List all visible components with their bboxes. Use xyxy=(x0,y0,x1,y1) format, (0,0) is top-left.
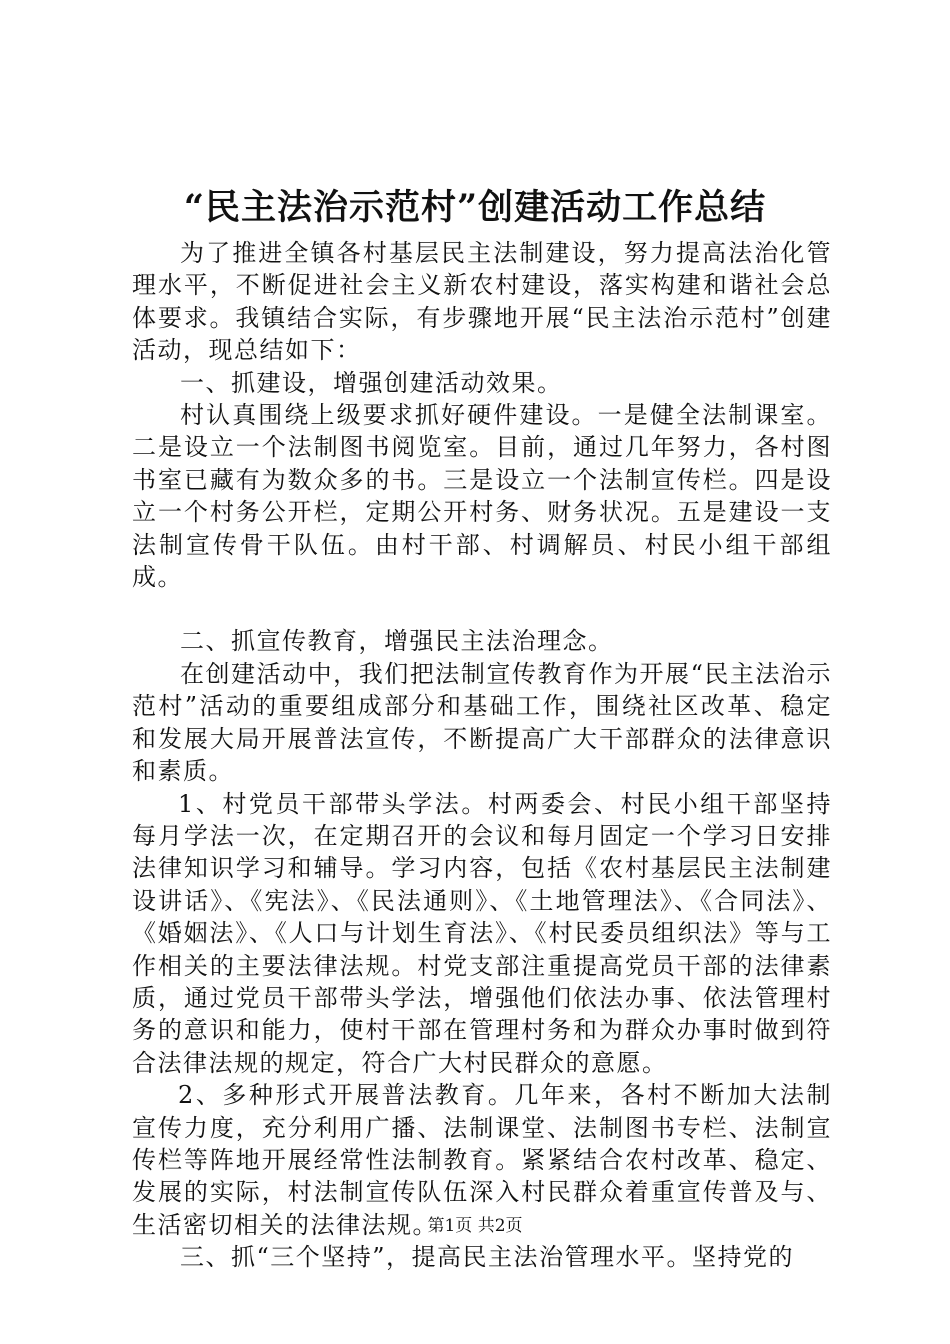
paragraph-intro: 为了推进全镇各村基层民主法制建设，努力提高法治化管理水平，不断促进社会主义新农村建设，落实构建和谐社会总体要求。我镇结合实际，有步骤地开展“民主法治示范村”创建活动，现总结如下： xyxy=(132,239,832,365)
paragraph-education: 在创建活动中，我们把法制宣传教育作为开展“民主法治示范村”活动的重要组成部分和基础工作，围绕社区改革、稳定和发展大局开展普法宣传，不断提高广大干部群众的法律意识和素质。 xyxy=(132,659,832,786)
section-heading-3: 三、抓“三个坚持”，提高民主法治管理水平。坚持党的 xyxy=(180,1243,795,1272)
paragraph-item-2: 2、多种形式开展普法教育。几年来，各村不断加大法制宣传力度，充分利用广播、法制课堂、法制图书专栏、法制宣传栏等阵地开展经常性法制教育。紧紧结合农村改革、稳定、发展的实际，村法制宣传队伍深入村民群众着重宣传普及与、生活密切相关的法律法规。 xyxy=(132,1081,832,1239)
document-title: “民主法治示范村”创建活动工作总结 xyxy=(183,187,767,228)
paragraph-item-1: 1、村党员干部带头学法。村两委会、村民小组干部坚持每月学法一次，在定期召开的会议和每月固定一个学习日安排法律知识学习和辅导。学习内容，包括《农村基层民主法制建设讲话》、《宪法》、《民法通则》、《土地管理法》、《合同法》、《婚姻法》、《人口与计划生育法》、《村民委员组织法》等与工作相关的主要法律法规。村党支部注重提高党员干部的法律素质，通过党员干部带头学法，增强他们依法办事、依法管理村务的意识和能力，使村干部在管理村务和为群众办事时做到符合法律法规的规定，符合广大村民群众的意愿。 xyxy=(132,789,832,1077)
section-heading-1: 一、抓建设，增强创建活动效果。 xyxy=(180,368,563,397)
page-footer xyxy=(0,1214,950,1238)
page-number: 第1页 共2页 xyxy=(427,1216,523,1236)
paragraph-construction: 村认真围绕上级要求抓好硬件建设。一是健全法制课室。二是设立一个法制图书阅览室。目前，通过几年努力，各村图书室已藏有为数众多的书。三是设立一个法制宣传栏。四是设立一个村务公开栏，定期公开村务、财务状况。五是建设一支法制宣传骨干队伍。由村干部、村调解员、村民小组干部组成。 xyxy=(132,401,832,592)
document-body xyxy=(132,237,832,1274)
section-heading-2: 二、抓宣传教育，增强民主法治理念。 xyxy=(180,627,614,656)
